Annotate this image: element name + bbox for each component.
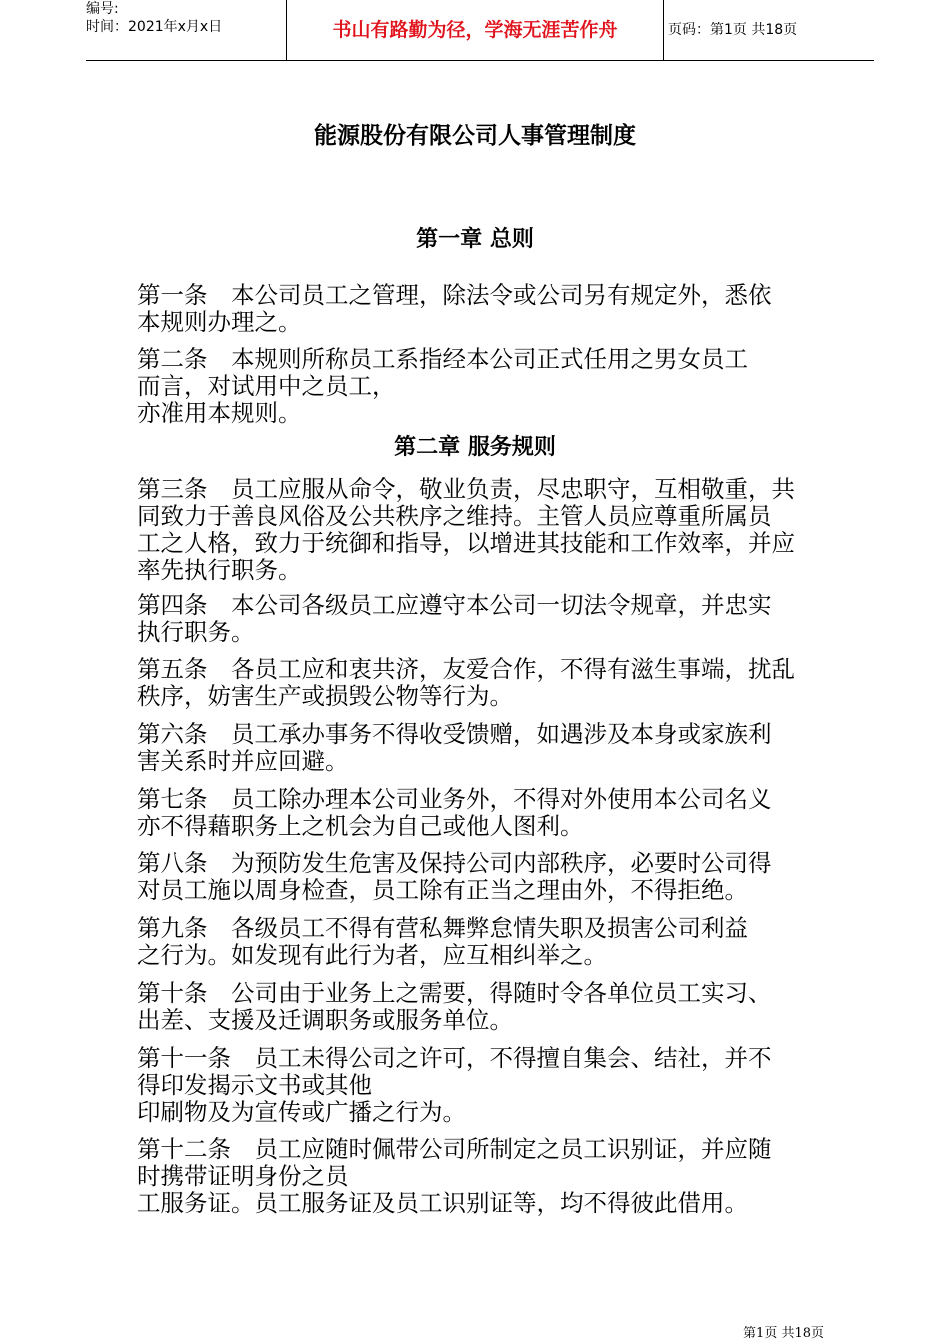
article-paragraph	[137, 1136, 827, 1217]
document-title: 能源股份有限公司人事管理制度	[314, 123, 636, 149]
article-line: 执行职务。	[137, 618, 255, 646]
page-footer-number: 第1页 共18页	[743, 1326, 824, 1341]
article-line: 而言，对试用中之员工，	[137, 372, 396, 400]
article-line: 第四条 本公司各级员工应遵守本公司一切法令规章，并忠实	[137, 591, 772, 619]
article-line: 第八条 为预防发生危害及保持公司内部秩序，必要时公司得	[137, 849, 772, 877]
article-paragraph	[137, 850, 827, 904]
article-line: 对员工施以周身检查，员工除有正当之理由外，不得拒绝。	[137, 876, 748, 904]
header-page-number: 页码：第1页 共18页	[668, 22, 798, 38]
article-line: 第五条 各员工应和衷共济，友爱合作，不得有滋生事端，扰乱	[137, 655, 795, 683]
article-paragraph	[137, 915, 827, 969]
article-line: 工服务证。员工服务证及员工识别证等，均不得彼此借用。	[137, 1189, 748, 1217]
article-line: 之行为。如发现有此行为者，应互相纠举之。	[137, 941, 607, 969]
article-line: 同致力于善良风俗及公共秩序之维持。主管人员应尊重所属员	[137, 502, 772, 530]
article-paragraph	[137, 721, 827, 775]
chapter-heading: 第二章 服务规则	[394, 435, 556, 460]
article-line: 第三条 员工应服从命令，敬业负责，尽忠职守，互相敬重，共	[137, 475, 795, 503]
article-line: 率先执行职务。	[137, 556, 302, 584]
article-line: 得印发揭示文书或其他	[137, 1071, 372, 1099]
article-line: 第十一条 员工未得公司之许可，不得擅自集会、结社，并不	[137, 1044, 772, 1072]
article-line: 印刷物及为宣传或广播之行为。	[137, 1098, 466, 1126]
document-number-label: 编号:	[86, 1, 119, 17]
article-line: 第一条 本公司员工之管理，除法令或公司另有规定外，悉依	[137, 281, 772, 309]
article-line: 第二条 本规则所称员工系指经本公司正式任用之男女员工	[137, 345, 748, 373]
article-line: 第十条 公司由于业务上之需要，得随时令各单位员工实习、	[137, 979, 772, 1007]
article-line: 第九条 各级员工不得有营私舞弊怠情失职及损害公司利益	[137, 914, 748, 942]
article-paragraph	[137, 476, 827, 584]
article-line: 第六条 员工承办事务不得收受馈赠，如遇涉及本身或家族利	[137, 720, 772, 748]
article-paragraph	[137, 980, 827, 1034]
article-line: 时携带证明身份之员	[137, 1162, 349, 1190]
article-paragraph	[137, 656, 827, 710]
article-paragraph	[137, 282, 827, 336]
article-paragraph	[137, 786, 827, 840]
document-time-label: 时间：2021年x月x日	[86, 19, 223, 35]
article-line: 出差、支援及迁调职务或服务单位。	[137, 1006, 513, 1034]
article-line: 害关系时并应回避。	[137, 747, 349, 775]
article-line: 第十二条 员工应随时佩带公司所制定之员工识别证，并应随	[137, 1135, 772, 1163]
chapter-heading: 第一章 总则	[416, 227, 534, 252]
header-info	[86, 0, 286, 60]
header-motto: 书山有路勤为径，学海无涯苦作舟	[286, 0, 664, 60]
article-paragraph	[137, 592, 827, 646]
article-line: 亦准用本规则。	[137, 399, 302, 427]
article-line: 秩序，妨害生产或损毁公物等行为。	[137, 682, 513, 710]
article-line: 工之人格，致力于统御和指导，以增进其技能和工作效率，并应	[137, 529, 795, 557]
article-paragraph	[137, 1045, 827, 1126]
article-line: 亦不得藉职务上之机会为自己或他人图利。	[137, 812, 584, 840]
article-paragraph	[137, 346, 827, 427]
article-line: 第七条 员工除办理本公司业务外，不得对外使用本公司名义	[137, 785, 772, 813]
page-header	[86, 0, 874, 61]
article-line: 本规则办理之。	[137, 308, 302, 336]
